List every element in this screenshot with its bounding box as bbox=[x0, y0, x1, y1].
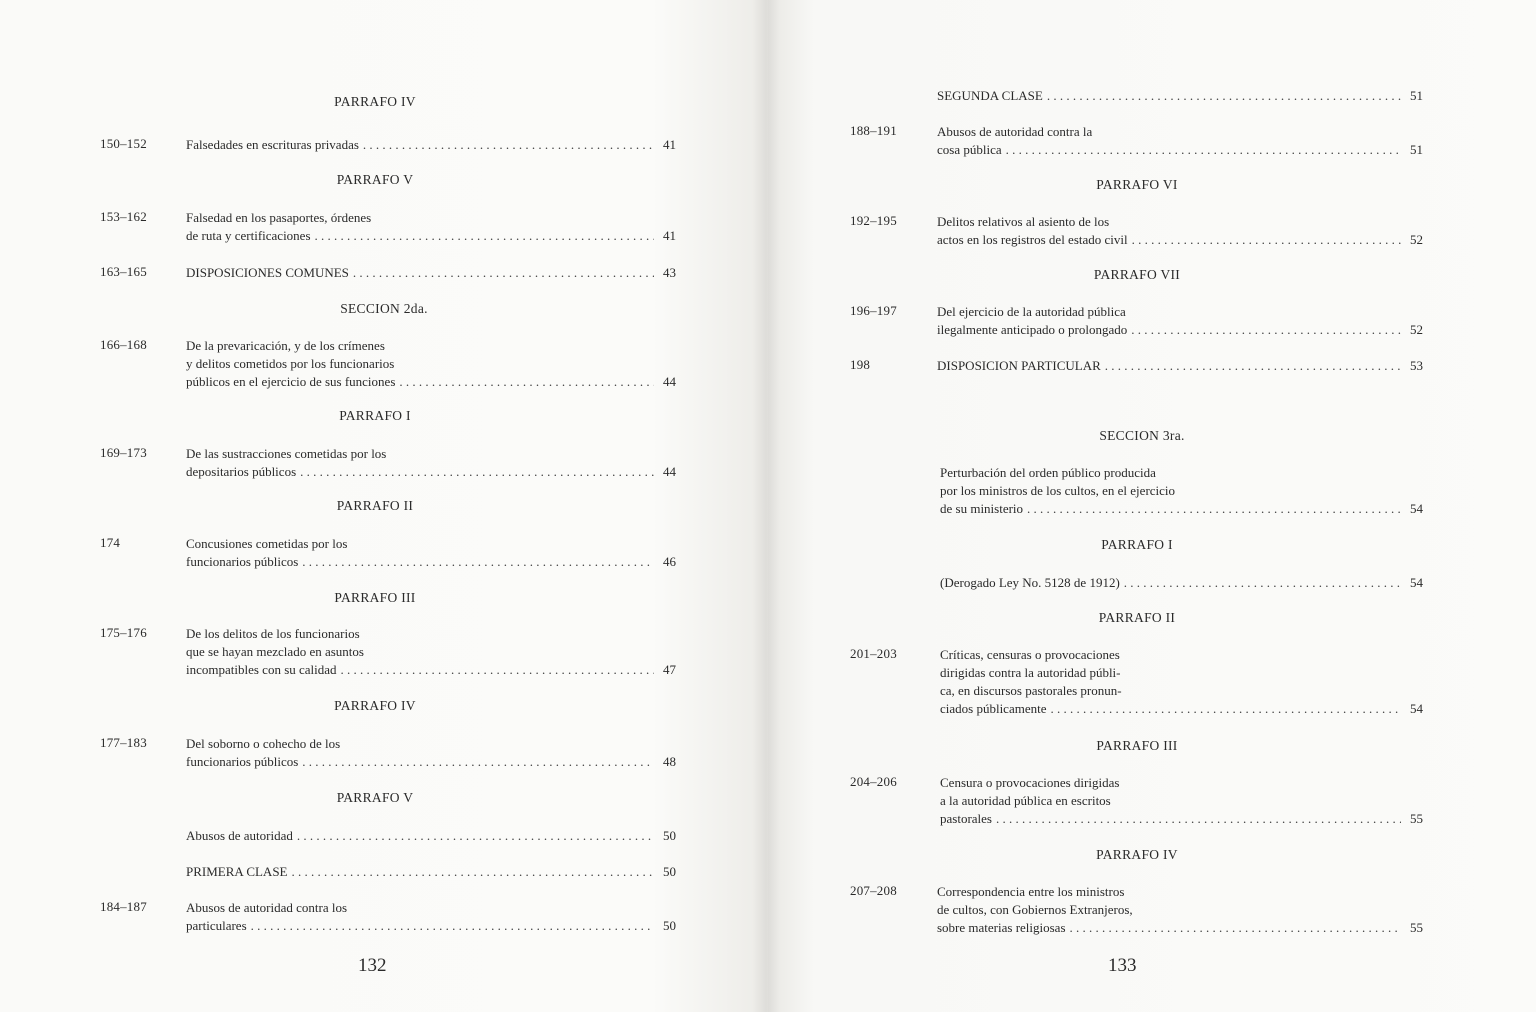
article-range: 175–176 bbox=[100, 625, 147, 640]
toc-entry[interactable] bbox=[186, 899, 676, 935]
toc-entry[interactable] bbox=[940, 774, 1423, 828]
entry-line: por los ministros de los cultos, en el ejercicio bbox=[940, 483, 1176, 498]
entry-line: que se hayan mezclado en asuntos bbox=[186, 644, 364, 659]
entry-line: Censura o provocaciones dirigidas bbox=[940, 775, 1120, 790]
section-heading: PARRAFO IV bbox=[1096, 847, 1178, 862]
entry-line: Delitos relativos al asiento de los bbox=[937, 214, 1110, 229]
section-heading: PARRAFO III bbox=[1096, 738, 1178, 753]
toc-entry[interactable] bbox=[940, 464, 1423, 518]
section-heading: PARRAFO VII bbox=[1093, 267, 1181, 282]
section-heading: PARRAFO III bbox=[334, 590, 416, 605]
toc-entry[interactable] bbox=[940, 646, 1423, 718]
article-range: 150–152 bbox=[100, 136, 147, 151]
page-ref: 55 bbox=[1410, 920, 1423, 935]
toc-entry[interactable] bbox=[937, 123, 1423, 159]
entry-title: actos en los registros del estado civil bbox=[937, 232, 1128, 247]
page-ref: 51 bbox=[1410, 142, 1423, 157]
entry-title: funcionarios públicos bbox=[186, 554, 299, 569]
toc-entry[interactable] bbox=[937, 87, 1423, 105]
section-heading: SECCION 2da. bbox=[340, 301, 428, 316]
section-heading: PARRAFO IV bbox=[334, 94, 416, 109]
dot-leader bbox=[297, 827, 654, 845]
article-range: 198 bbox=[850, 357, 871, 372]
entry-line: Del ejercicio de la autoridad pública bbox=[937, 304, 1126, 319]
entry-line: Del soborno o cohecho de los bbox=[186, 736, 341, 751]
page-ref: 47 bbox=[663, 662, 676, 677]
article-range: 192–195 bbox=[850, 213, 897, 228]
article-range: 207–208 bbox=[850, 883, 897, 898]
article-range: 153–162 bbox=[100, 209, 147, 224]
page-ref: 44 bbox=[663, 464, 676, 479]
section-heading: PARRAFO I bbox=[339, 408, 411, 423]
entry-line: ca, en discursos pastorales pronun- bbox=[940, 683, 1122, 698]
toc-entry[interactable] bbox=[186, 625, 676, 679]
entry-title: pastorales bbox=[940, 811, 992, 826]
entry-line: y delitos cometidos por los funcionarios bbox=[186, 356, 395, 371]
entry-title: Falsedades en escrituras privadas bbox=[186, 137, 359, 152]
entry-line: De las sustracciones cometidas por los bbox=[186, 446, 387, 461]
toc-entry[interactable] bbox=[186, 337, 676, 391]
section-heading: SECCION 3ra. bbox=[1099, 428, 1185, 443]
page-ref: 41 bbox=[663, 228, 676, 243]
page-ref: 54 bbox=[1410, 701, 1423, 716]
article-range: 177–183 bbox=[100, 735, 147, 750]
entry-title: de ruta y certificaciones bbox=[186, 228, 311, 243]
entry-title: particulares bbox=[186, 918, 247, 933]
entry-title: de su ministerio bbox=[940, 501, 1024, 516]
entry-title: funcionarios públicos bbox=[186, 754, 299, 769]
section-heading: PARRAFO V bbox=[336, 172, 414, 187]
page-ref: 50 bbox=[663, 828, 676, 843]
entry-line: De la prevaricación, y de los crímenes bbox=[186, 338, 385, 353]
dot-leader bbox=[302, 753, 654, 771]
article-range: 196–197 bbox=[850, 303, 897, 318]
entry-title: PRIMERA CLASE bbox=[186, 864, 288, 879]
entry-title: cosa pública bbox=[937, 142, 1002, 157]
page-ref: 54 bbox=[1410, 501, 1423, 516]
toc-entry[interactable] bbox=[937, 213, 1423, 249]
section-heading: PARRAFO II bbox=[336, 498, 414, 513]
toc-entry[interactable] bbox=[186, 535, 676, 571]
article-range: 201–203 bbox=[850, 646, 897, 661]
toc-entry[interactable] bbox=[186, 209, 676, 245]
article-range: 188–191 bbox=[850, 123, 897, 138]
toc-entry[interactable] bbox=[940, 574, 1423, 592]
dot-leader bbox=[300, 463, 654, 481]
entry-title: ilegalmente anticipado o prolongado bbox=[937, 322, 1128, 337]
dot-leader bbox=[1006, 141, 1401, 159]
entry-title: sobre materias religiosas bbox=[937, 920, 1066, 935]
entry-title: (Derogado Ley No. 5128 de 1912) bbox=[940, 575, 1120, 590]
entry-line: de cultos, con Gobiernos Extranjeros, bbox=[937, 902, 1133, 917]
article-range: 169–173 bbox=[100, 445, 147, 460]
entry-line: a la autoridad pública en escritos bbox=[940, 793, 1111, 808]
dot-leader bbox=[1051, 700, 1402, 718]
toc-entry[interactable] bbox=[186, 735, 676, 771]
page-ref: 48 bbox=[663, 754, 676, 769]
entry-line: Críticas, censuras o provocaciones bbox=[940, 647, 1120, 662]
toc-entry[interactable] bbox=[186, 136, 676, 154]
entry-line: Abusos de autoridad contra la bbox=[937, 124, 1093, 139]
page-ref: 41 bbox=[663, 137, 676, 152]
toc-entry[interactable] bbox=[186, 827, 676, 845]
page-ref: 52 bbox=[1410, 322, 1423, 337]
page-ref: 43 bbox=[663, 265, 676, 280]
toc-entry[interactable] bbox=[937, 303, 1423, 339]
entry-title: depositarios públicos bbox=[186, 464, 297, 479]
page-ref: 50 bbox=[663, 864, 676, 879]
page-ref: 51 bbox=[1410, 88, 1423, 103]
dot-leader bbox=[341, 661, 654, 679]
dot-leader bbox=[1047, 87, 1401, 105]
article-range: 166–168 bbox=[100, 337, 147, 352]
entry-line: Abusos de autoridad contra los bbox=[186, 900, 348, 915]
page-number: 133 bbox=[1108, 955, 1137, 976]
entry-title: DISPOSICION PARTICULAR bbox=[937, 358, 1101, 373]
article-range: 204–206 bbox=[850, 774, 897, 789]
entry-title: SEGUNDA CLASE bbox=[937, 88, 1043, 103]
toc-entry[interactable] bbox=[186, 264, 676, 282]
dot-leader bbox=[399, 373, 654, 391]
section-heading: PARRAFO I bbox=[1101, 537, 1173, 552]
toc-entry[interactable] bbox=[937, 357, 1423, 375]
dot-leader bbox=[1070, 919, 1401, 937]
entry-title: DISPOSICIONES COMUNES bbox=[186, 265, 349, 280]
dot-leader bbox=[315, 227, 654, 245]
article-range: 184–187 bbox=[100, 899, 147, 914]
dot-leader bbox=[363, 136, 654, 154]
dot-leader bbox=[1105, 357, 1401, 375]
dot-leader bbox=[302, 553, 654, 571]
toc-entry[interactable] bbox=[186, 445, 676, 481]
dot-leader bbox=[996, 810, 1401, 828]
dot-leader bbox=[251, 917, 654, 935]
entry-title: incompatibles con su calidad bbox=[186, 662, 337, 677]
entry-line: Perturbación del orden público producida bbox=[940, 465, 1156, 480]
article-range: 174 bbox=[100, 535, 121, 550]
article-range: 163–165 bbox=[100, 264, 147, 279]
page-ref: 53 bbox=[1410, 358, 1423, 373]
page-number: 132 bbox=[358, 955, 387, 976]
entry-title: Abusos de autoridad bbox=[186, 828, 293, 843]
page-ref: 54 bbox=[1410, 575, 1423, 590]
page-ref: 55 bbox=[1410, 811, 1423, 826]
page-ref: 50 bbox=[663, 918, 676, 933]
entry-line: Correspondencia entre los ministros bbox=[937, 884, 1125, 899]
entry-line: Concusiones cometidas por los bbox=[186, 536, 348, 551]
section-heading: PARRAFO IV bbox=[334, 698, 416, 713]
dot-leader bbox=[1131, 321, 1401, 339]
page-ref: 44 bbox=[663, 374, 676, 389]
section-heading: PARRAFO VI bbox=[1096, 177, 1178, 192]
page-ref: 46 bbox=[663, 554, 676, 569]
dot-leader bbox=[353, 264, 654, 282]
book-gutter bbox=[752, 0, 780, 1012]
section-heading: PARRAFO V bbox=[336, 790, 414, 805]
entry-title: ciados públicamente bbox=[940, 701, 1047, 716]
toc-entry[interactable] bbox=[186, 863, 676, 881]
toc-entry[interactable] bbox=[937, 883, 1423, 937]
dot-leader bbox=[292, 863, 655, 881]
entry-line: Falsedad en los pasaportes, órdenes bbox=[186, 210, 372, 225]
dot-leader bbox=[1027, 500, 1401, 518]
entry-line: De los delitos de los funcionarios bbox=[186, 626, 360, 641]
page-ref: 52 bbox=[1410, 232, 1423, 247]
section-heading: PARRAFO II bbox=[1098, 610, 1176, 625]
dot-leader bbox=[1124, 574, 1401, 592]
entry-title: públicos en el ejercicio de sus funciones bbox=[186, 374, 396, 389]
dot-leader bbox=[1132, 231, 1401, 249]
entry-line: dirigidas contra la autoridad públi- bbox=[940, 665, 1121, 680]
